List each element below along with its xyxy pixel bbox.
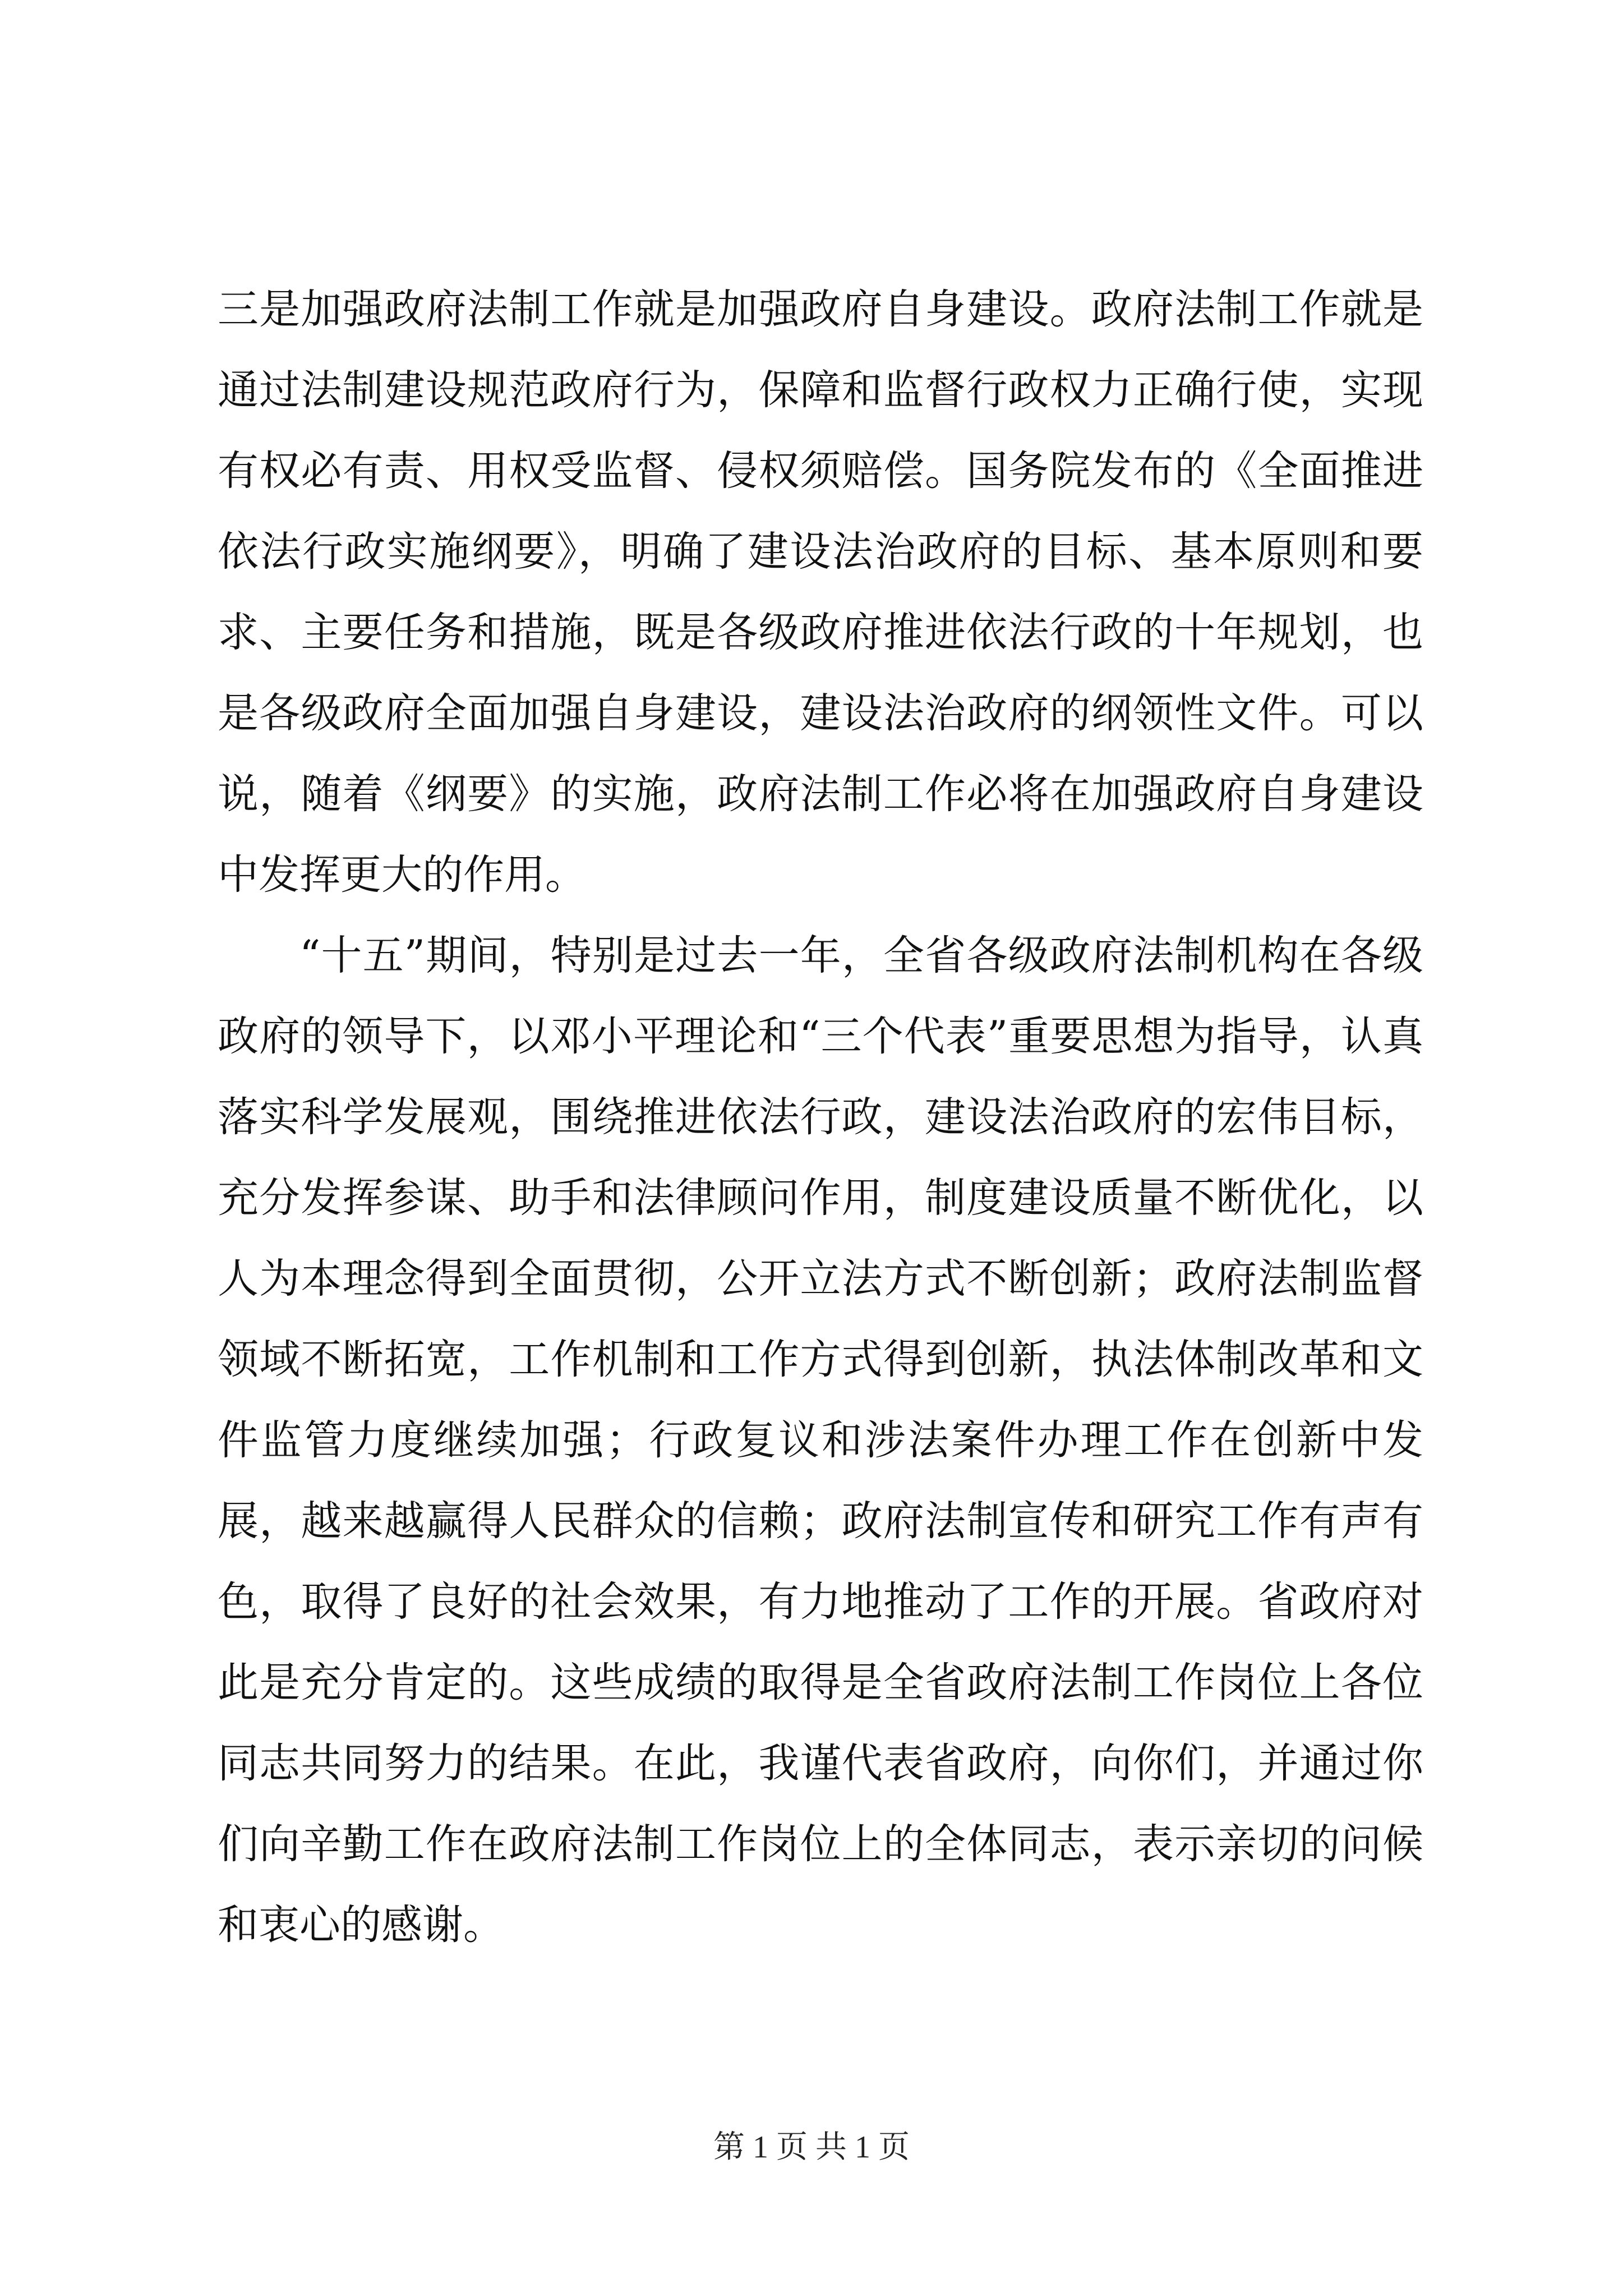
paragraph-2: “十五”期间，特别是过去一年，全省各级政府法制机构在各级政府的领导下，以邓小平理论和“三个代表”重要思想为指导，认真落实科学发展观，围绕推进依法行政，建设法治政府的宏伟目标，充分发挥参谋、助手和法律顾问作用，制度建设质量不断优化，以人为本理念得到全面贯彻，公开立法方式不断创新；政府法制监督领域不断拓宽，工作机制和工作方式得到创新，执法体制改革和文件监管力度继续加强；行政复议和涉法案件办理工作在创新中发展，越来越赢得人民群众的信赖；政府法制宣传和研究工作有声有色，取得了良好的社会效果，有力地推动了工作的开展。省政府对此是充分肯定的。这些成绩的取得是全省政府法制工作岗位上各位同志共同努力的结果。在此，我谨代表省政府，向你们，并通过你们向辛勤工作在政府法制工作岗位上的全体同志，表示亲切的问候和衷心的感谢。 <box>218 932 1423 1949</box>
page-footer: 第 1 页 共 1 页 <box>713 2130 910 2165</box>
paragraph-1: 三是加强政府法制工作就是加强政府自身建设。政府法制工作就是通过法制建设规范政府行为，保障和监督行政权力正确行使，实现有权必有责、用权受监督、侵权须赔偿。国务院发布的《全面推进依法行政实施纲要》，明确了建设法治政府的目标、基本原则和要求、主要任务和措施，既是各级政府推进依法行政的十年规划，也是各级政府全面加强自身建设，建设法治政府的纲领性文件。可以说，随着《纲要》的实施，政府法制工作必将在加强政府自身建设中发挥更大的作用。 <box>218 286 1423 899</box>
document-body <box>218 269 1423 1966</box>
